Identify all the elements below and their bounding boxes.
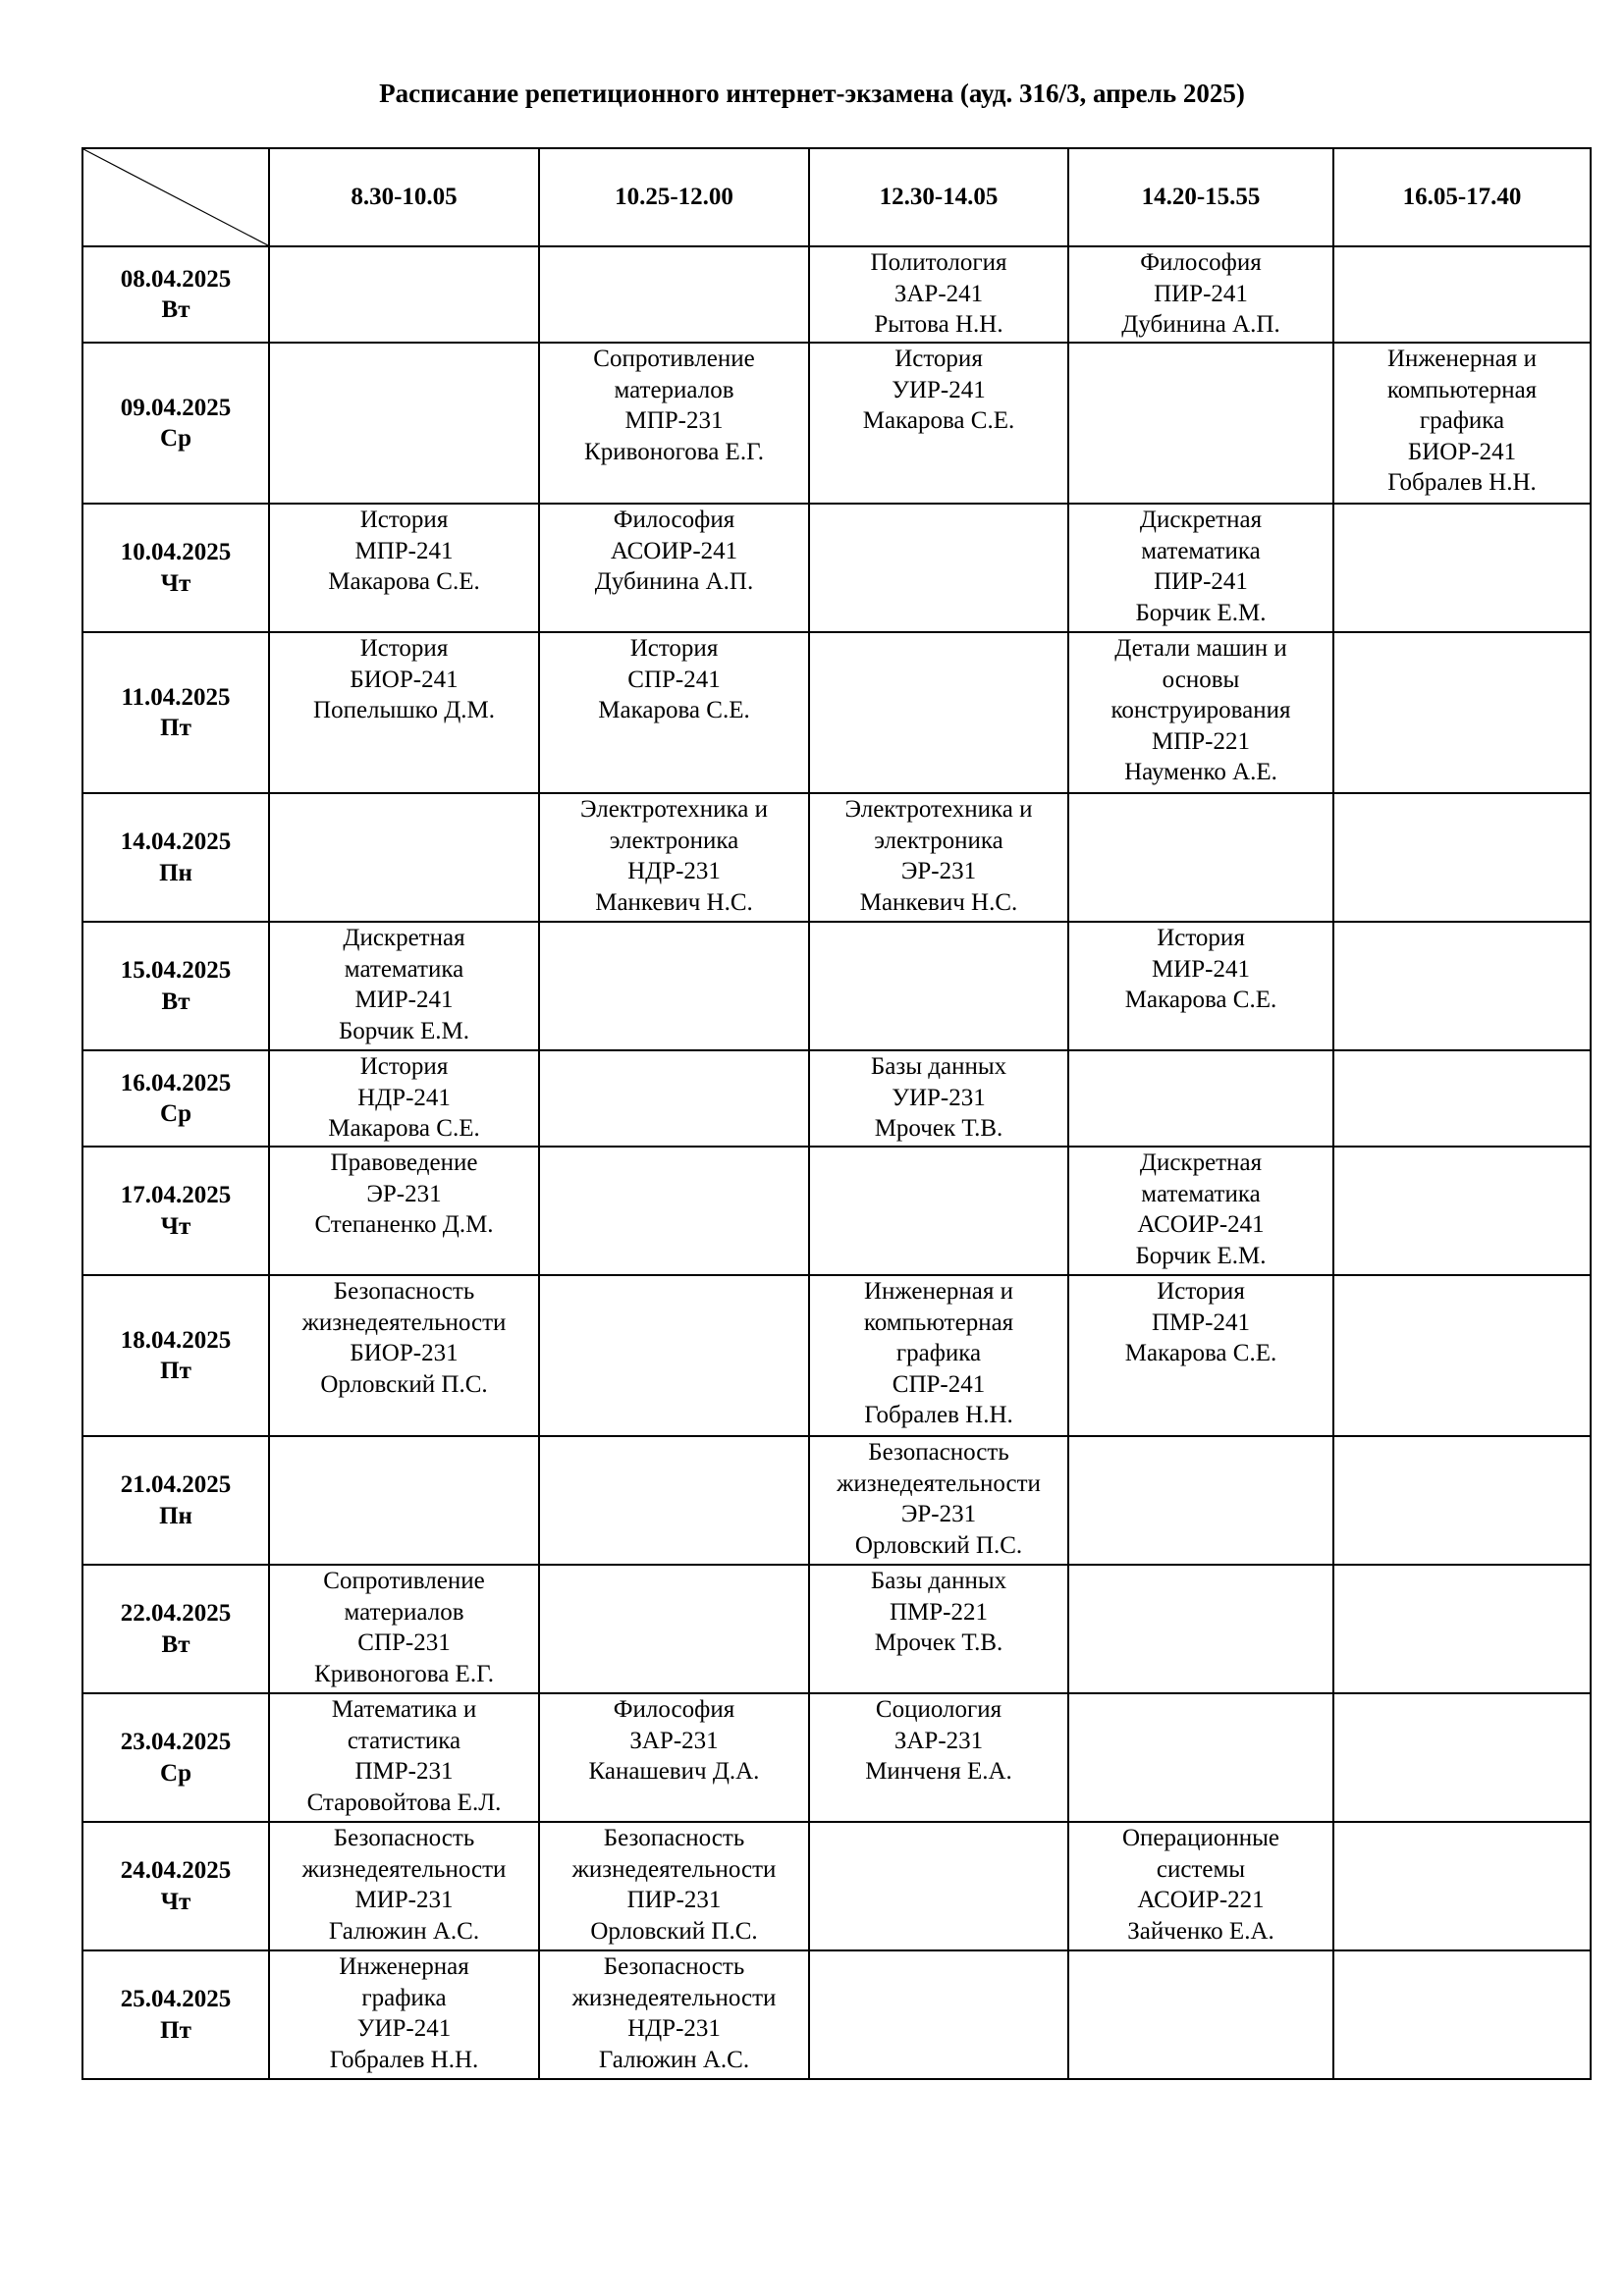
empty-cell	[1068, 1693, 1333, 1822]
exam-cell	[809, 1436, 1068, 1565]
exam-line: Философия	[1140, 249, 1262, 276]
exam-line: Операционные	[1121, 1825, 1280, 1851]
exam-line: Манкевич Н.С.	[859, 888, 1018, 916]
empty-cell	[809, 632, 1068, 793]
empty-cell	[1068, 793, 1333, 922]
time-slot-header: 10.25-12.00	[539, 148, 809, 246]
exam-line: электроника	[609, 827, 739, 854]
weekday-label: Пн	[159, 859, 192, 886]
empty-cell	[1333, 1565, 1591, 1693]
exam-line: Орловский П.С.	[320, 1370, 488, 1398]
date-cell	[82, 246, 269, 343]
exam-line: СПР-241	[627, 666, 721, 693]
weekday-label: Вт	[161, 1630, 190, 1658]
exam-cell	[809, 1693, 1068, 1822]
exam-line: жизнедеятельности	[301, 1308, 507, 1336]
exam-line: статистика	[347, 1727, 461, 1754]
exam-line: УИР-241	[892, 376, 986, 403]
exam-line: математика	[1141, 537, 1261, 564]
exam-line: Инженерная и	[863, 1278, 1014, 1305]
exam-line: графика	[895, 1340, 982, 1366]
exam-line: конструирования	[1110, 697, 1291, 723]
weekday-label: Ср	[160, 425, 191, 452]
date-label: 15.04.2025	[120, 957, 232, 984]
schedule-row	[82, 343, 1591, 504]
exam-line: Дубинина А.П.	[594, 568, 754, 595]
exam-cell	[539, 632, 809, 793]
exam-line: Манкевич Н.С.	[595, 888, 753, 916]
exam-line: электроника	[874, 827, 1003, 854]
schedule-row	[82, 1275, 1591, 1436]
exam-line: основы	[1162, 666, 1240, 693]
date-label: 23.04.2025	[120, 1729, 232, 1755]
exam-line: Математика и	[331, 1696, 477, 1723]
exam-line: Безопасность	[333, 1278, 475, 1305]
exam-line: математика	[344, 955, 464, 983]
exam-line: ПИР-241	[1154, 280, 1248, 307]
exam-line: МИР-241	[354, 987, 454, 1013]
exam-line: графика	[361, 1984, 447, 2011]
schedule-row	[82, 1147, 1591, 1275]
exam-cell	[1068, 246, 1333, 343]
exam-line: Кривоногова Е.Г.	[584, 438, 764, 465]
empty-cell	[1068, 1050, 1333, 1147]
exam-line: Безопасность	[868, 1439, 1009, 1466]
exam-line: жизнедеятельности	[571, 1855, 777, 1883]
empty-cell	[1068, 1950, 1333, 2079]
schedule-row	[82, 922, 1591, 1050]
exam-cell	[1068, 922, 1333, 1050]
exam-line: Детали машин и	[1114, 635, 1287, 662]
exam-line: Старовойтова Е.Л.	[306, 1789, 502, 1816]
exam-cell	[539, 343, 809, 504]
date-label: 08.04.2025	[120, 265, 232, 293]
exam-line: Зайченко Е.А.	[1127, 1917, 1274, 1945]
empty-cell	[1333, 1050, 1591, 1147]
exam-line: Инженерная и	[1386, 346, 1538, 372]
exam-line: материалов	[614, 376, 734, 403]
exam-line: Дубинина А.П.	[1121, 311, 1280, 338]
exam-line: История	[1157, 925, 1245, 951]
empty-cell	[539, 1436, 809, 1565]
exam-line: СПР-241	[892, 1370, 986, 1398]
empty-cell	[539, 246, 809, 343]
exam-line: НДР-231	[627, 2015, 721, 2042]
date-label: 17.04.2025	[120, 1182, 232, 1208]
date-cell	[82, 793, 269, 922]
exam-line: Макарова С.Е.	[598, 697, 750, 723]
exam-cell	[1068, 1275, 1333, 1436]
exam-line: компьютерная	[1386, 376, 1538, 403]
exam-cell	[269, 1050, 539, 1147]
time-slot-header: 8.30-10.05	[269, 148, 539, 246]
date-cell	[82, 1822, 269, 1950]
weekday-label: Пт	[160, 715, 191, 741]
empty-cell	[809, 504, 1068, 632]
exam-line: Электротехника и	[580, 796, 768, 823]
date-cell	[82, 1565, 269, 1693]
date-label: 14.04.2025	[120, 828, 232, 855]
empty-cell	[1068, 343, 1333, 504]
exam-cell	[269, 1950, 539, 2079]
weekday-label: Вт	[161, 988, 190, 1015]
empty-cell	[1333, 1436, 1591, 1565]
exam-line: жизнедеятельности	[837, 1469, 1041, 1497]
exam-line: компьютерная	[863, 1308, 1014, 1336]
empty-cell	[809, 922, 1068, 1050]
exam-line: Сопротивление	[593, 346, 755, 372]
exam-cell	[809, 1275, 1068, 1436]
exam-line: История	[359, 507, 449, 533]
exam-line: Орловский П.С.	[854, 1531, 1023, 1559]
exam-line: Науменко А.Е.	[1124, 759, 1277, 785]
exam-line: Дискретная	[343, 925, 465, 951]
exam-line: УИР-241	[356, 2015, 452, 2042]
schedule-row	[82, 632, 1591, 793]
exam-cell	[539, 504, 809, 632]
exam-cell	[539, 1822, 809, 1950]
exam-line: ЭР-231	[900, 1501, 977, 1527]
empty-cell	[1068, 1436, 1333, 1565]
exam-cell	[269, 1147, 539, 1275]
schedule-row	[82, 1822, 1591, 1950]
exam-line: История	[1157, 1278, 1245, 1305]
exam-line: Электротехника и	[844, 796, 1033, 823]
exam-line: Инженерная	[339, 1953, 469, 1980]
weekday-label: Ср	[160, 1759, 191, 1787]
schedule-row	[82, 246, 1591, 343]
exam-line: жизнедеятельности	[571, 1984, 777, 2011]
exam-line: Социология	[875, 1696, 1002, 1723]
exam-line: Макарова С.Е.	[862, 407, 1015, 434]
exam-line: Галюжин А.С.	[328, 1917, 480, 1945]
exam-line: Борчик Е.М.	[1135, 1242, 1267, 1269]
exam-cell	[809, 1050, 1068, 1147]
schedule-row	[82, 793, 1591, 922]
date-label: 10.04.2025	[120, 539, 232, 565]
exam-line: Правоведение	[330, 1149, 478, 1176]
date-cell	[82, 922, 269, 1050]
date-label: 21.04.2025	[120, 1471, 232, 1498]
exam-line: АСОИР-241	[610, 537, 738, 564]
exam-line: жизнедеятельности	[301, 1855, 507, 1883]
exam-line: СПР-231	[357, 1629, 451, 1656]
exam-line: Дискретная	[1139, 1149, 1263, 1176]
page-title: Расписание репетиционного интернет-экзамена (ауд. 316/3, апрель 2025)	[379, 79, 1245, 108]
empty-cell	[1333, 922, 1591, 1050]
weekday-label: Ср	[160, 1100, 191, 1127]
empty-cell	[269, 793, 539, 922]
time-slot-header: 14.20-15.55	[1068, 148, 1333, 246]
empty-cell	[809, 1147, 1068, 1275]
exam-line: АСОИР-241	[1137, 1211, 1265, 1238]
exam-line: ПМР-221	[889, 1598, 988, 1626]
date-cell	[82, 504, 269, 632]
date-cell	[82, 632, 269, 793]
exam-line: АСОИР-221	[1137, 1887, 1265, 1913]
weekday-label: Вт	[161, 296, 190, 323]
exam-line: МПР-231	[624, 407, 724, 434]
exam-line: БИОР-231	[350, 1340, 459, 1366]
exam-cell	[539, 1693, 809, 1822]
exam-line: Дискретная	[1139, 507, 1263, 533]
exam-line: Политология	[870, 249, 1007, 276]
exam-cell	[539, 793, 809, 922]
exam-line: История	[359, 635, 449, 662]
date-label: 22.04.2025	[120, 1600, 232, 1627]
time-slot-header: 16.05-17.40	[1333, 148, 1591, 246]
date-cell	[82, 1693, 269, 1822]
exam-cell	[269, 1565, 539, 1693]
exam-line: Рытова Н.Н.	[874, 311, 1003, 338]
exam-line: Гобралев Н.Н.	[864, 1402, 1013, 1428]
exam-line: ПИР-241	[1154, 568, 1248, 595]
exam-cell	[809, 343, 1068, 504]
exam-line: Макарова С.Е.	[328, 568, 480, 595]
empty-cell	[1333, 1147, 1591, 1275]
empty-cell	[539, 1147, 809, 1275]
schedule-row	[82, 1050, 1591, 1147]
date-label: 25.04.2025	[120, 1986, 232, 2012]
date-label: 18.04.2025	[120, 1326, 232, 1354]
exam-cell	[269, 1822, 539, 1950]
exam-line: Мрочек Т.В.	[874, 1629, 1003, 1656]
date-cell	[82, 1147, 269, 1275]
exam-line: Минченя Е.А.	[865, 1758, 1012, 1785]
empty-cell	[1333, 1822, 1591, 1950]
empty-cell	[1333, 1275, 1591, 1436]
exam-line: Борчик Е.М.	[1135, 599, 1267, 626]
exam-line: материалов	[344, 1598, 464, 1626]
exam-cell	[1068, 1822, 1333, 1950]
empty-cell	[1333, 1950, 1591, 2079]
exam-line: ЗАР-241	[893, 280, 984, 307]
exam-line: ЭР-231	[900, 858, 977, 884]
exam-line: Философия	[613, 1696, 735, 1723]
empty-cell	[269, 246, 539, 343]
exam-line: БИОР-241	[1407, 438, 1517, 465]
weekday-label: Пт	[160, 1358, 191, 1384]
schedule-table	[81, 147, 1592, 2080]
date-label: 24.04.2025	[120, 1857, 232, 1884]
exam-line: История	[894, 346, 983, 372]
empty-cell	[539, 1565, 809, 1693]
exam-line: Степаненко Д.М.	[314, 1211, 494, 1238]
exam-line: ПМР-241	[1151, 1308, 1250, 1336]
exam-line: МПР-241	[354, 537, 454, 564]
exam-line: ЗАР-231	[629, 1727, 719, 1754]
weekday-label: Чт	[160, 569, 191, 597]
empty-cell	[539, 1050, 809, 1147]
exam-cell	[269, 922, 539, 1050]
exam-line: ЗАР-231	[893, 1727, 984, 1754]
exam-line: Базы данных	[870, 1053, 1007, 1080]
exam-cell	[269, 504, 539, 632]
exam-line: Борчик Е.М.	[338, 1017, 470, 1044]
empty-cell	[1333, 246, 1591, 343]
weekday-label: Чт	[160, 1212, 191, 1240]
exam-line: Макарова С.Е.	[1124, 987, 1277, 1013]
empty-cell	[809, 1822, 1068, 1950]
schedule-row	[82, 1436, 1591, 1565]
exam-line: Мрочек Т.В.	[874, 1115, 1003, 1142]
empty-cell	[1333, 793, 1591, 922]
exam-line: Безопасность	[603, 1953, 745, 1980]
exam-line: МПР-221	[1151, 727, 1250, 755]
exam-cell	[809, 793, 1068, 922]
corner-cell	[82, 148, 269, 246]
date-label: 11.04.2025	[121, 683, 231, 711]
date-cell	[82, 343, 269, 504]
exam-line: Сопротивление	[323, 1568, 485, 1594]
schedule-row	[82, 1950, 1591, 2079]
exam-line: Кривоногова Е.Г.	[314, 1660, 494, 1687]
exam-cell	[539, 1950, 809, 2079]
schedule-row	[82, 1693, 1591, 1822]
empty-cell	[1068, 1565, 1333, 1693]
date-label: 09.04.2025	[120, 394, 232, 421]
empty-cell	[269, 343, 539, 504]
diagonal-line	[83, 149, 268, 245]
exam-cell	[269, 1693, 539, 1822]
date-cell	[82, 1436, 269, 1565]
exam-line: Макарова С.Е.	[328, 1115, 480, 1142]
exam-cell	[1068, 632, 1333, 793]
exam-line: Безопасность	[603, 1825, 745, 1851]
exam-cell	[809, 246, 1068, 343]
exam-line: системы	[1156, 1855, 1246, 1883]
exam-line: История	[359, 1053, 449, 1080]
exam-line: Канашевич Д.А.	[588, 1758, 760, 1785]
empty-cell	[809, 1950, 1068, 2079]
exam-line: Макарова С.Е.	[1124, 1340, 1277, 1366]
exam-line: Базы данных	[870, 1568, 1007, 1594]
date-cell	[82, 1950, 269, 2079]
exam-line: НДР-241	[357, 1084, 451, 1111]
date-cell	[82, 1050, 269, 1147]
date-cell	[82, 1275, 269, 1436]
exam-line: Орловский П.С.	[590, 1917, 758, 1945]
exam-line: НДР-231	[627, 858, 721, 884]
empty-cell	[539, 922, 809, 1050]
exam-line: Гобралев Н.Н.	[329, 2046, 479, 2073]
exam-line: ПИР-231	[626, 1887, 722, 1913]
exam-line: МИР-231	[354, 1887, 454, 1913]
empty-cell	[1333, 632, 1591, 793]
weekday-label: Пт	[160, 2016, 191, 2044]
exam-cell	[1333, 343, 1591, 504]
weekday-label: Пн	[159, 1502, 192, 1529]
weekday-label: Чт	[160, 1888, 191, 1915]
empty-cell	[269, 1436, 539, 1565]
date-label: 16.04.2025	[120, 1069, 232, 1096]
exam-cell	[1068, 504, 1333, 632]
exam-cell	[1068, 1147, 1333, 1275]
header-row	[82, 148, 1591, 246]
exam-line: Философия	[613, 507, 735, 533]
exam-cell	[269, 1275, 539, 1436]
exam-line: Галюжин А.С.	[598, 2046, 750, 2073]
exam-line: МИР-241	[1151, 955, 1250, 983]
schedule-row	[82, 1565, 1591, 1693]
time-slot-header: 12.30-14.05	[809, 148, 1068, 246]
exam-line: УИР-231	[892, 1084, 986, 1111]
exam-line: История	[629, 635, 719, 662]
exam-line: графика	[1419, 407, 1505, 434]
exam-line: математика	[1141, 1180, 1261, 1207]
exam-cell	[809, 1565, 1068, 1693]
empty-cell	[539, 1275, 809, 1436]
exam-cell	[269, 632, 539, 793]
exam-line: Гобралев Н.Н.	[1387, 469, 1537, 496]
empty-cell	[1333, 1693, 1591, 1822]
exam-line: ПМР-231	[354, 1758, 454, 1785]
exam-line: БИОР-241	[350, 666, 459, 693]
exam-line: Попелышко Д.М.	[313, 697, 495, 723]
exam-line: Безопасность	[333, 1825, 475, 1851]
empty-cell	[1333, 504, 1591, 632]
schedule-row	[82, 504, 1591, 632]
exam-line: ЭР-231	[366, 1180, 442, 1207]
